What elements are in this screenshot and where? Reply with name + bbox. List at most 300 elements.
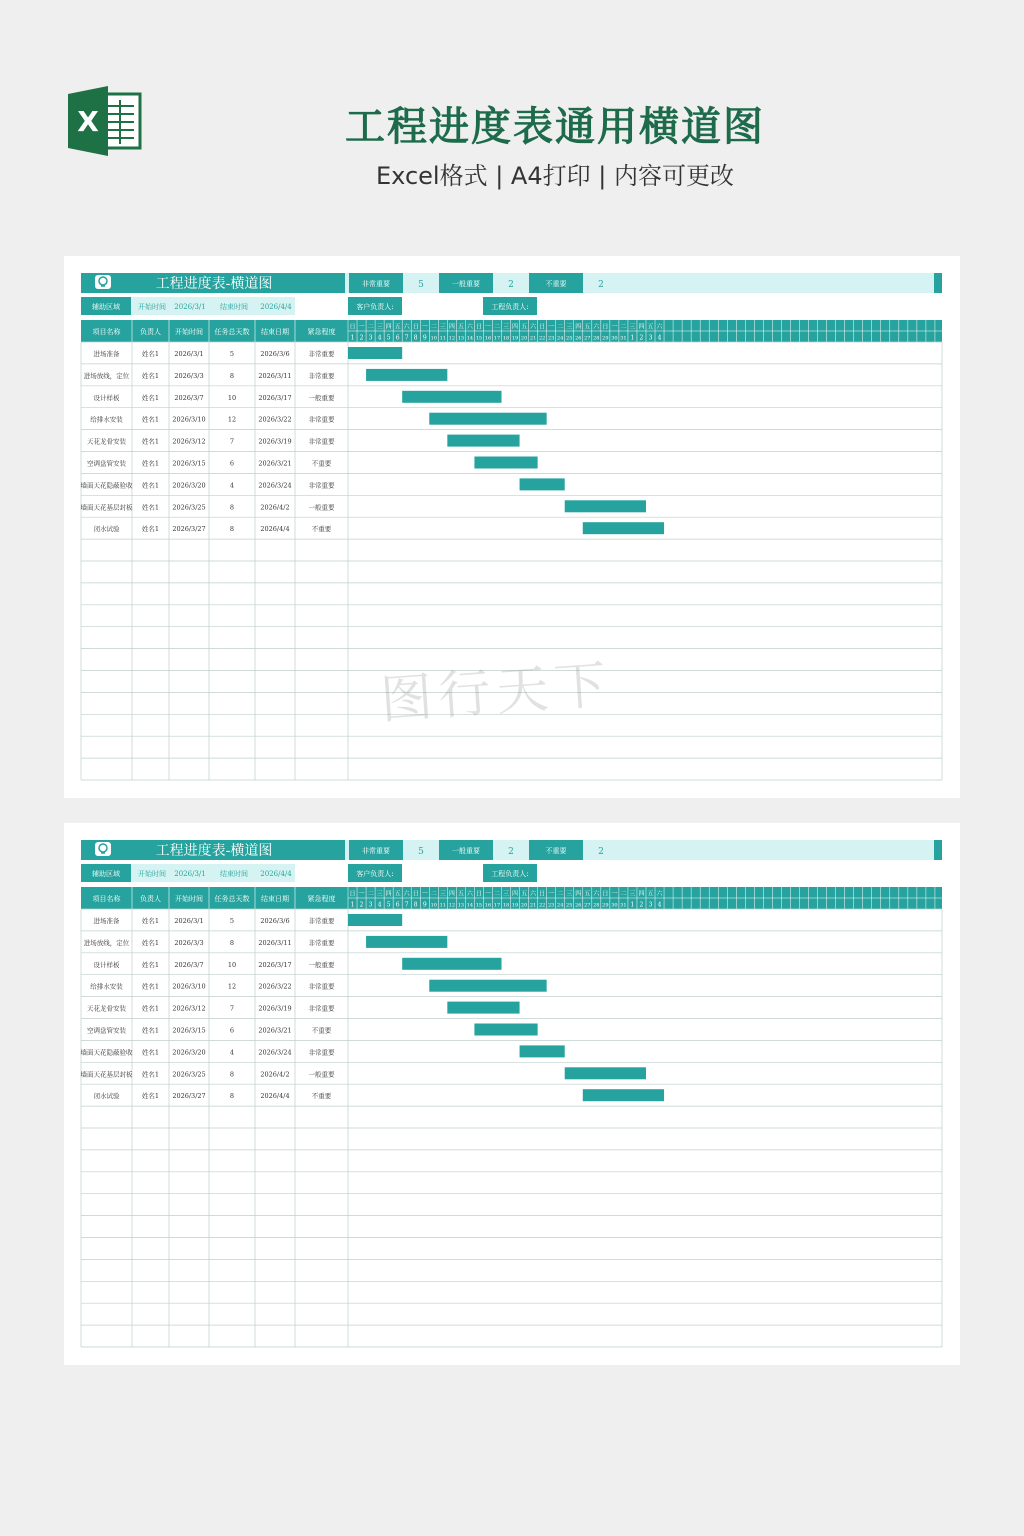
column-header: 紧急程度 [307, 895, 336, 903]
task-priority: 一般重要 [308, 960, 335, 969]
day-number: 12 [448, 902, 456, 909]
day-weekday: 二 [430, 890, 437, 898]
task-name: 闭水试验 [93, 525, 120, 534]
task-start: 2026/3/3 [174, 938, 204, 947]
day-weekday: 一 [358, 323, 365, 331]
column-header: 项目名称 [92, 895, 121, 903]
day-weekday: 二 [493, 323, 501, 331]
task-owner: 姓名1 [141, 960, 160, 969]
task-row[interactable] [87, 1002, 520, 1014]
task-name: 空调盘管安装 [87, 1026, 126, 1035]
day-number: 20 [520, 335, 528, 342]
day-number: 3 [648, 901, 653, 909]
task-name: 进场放线，定位 [83, 371, 130, 380]
gantt-bar [520, 478, 565, 490]
day-number: 8 [413, 334, 418, 342]
task-row[interactable] [81, 478, 565, 490]
excel-logo-icon [68, 86, 142, 156]
day-weekday: 三 [629, 323, 636, 331]
day-number: 4 [657, 334, 662, 342]
day-number: 21 [529, 902, 537, 909]
day-weekday: 二 [367, 890, 374, 898]
priority-summary-label: 一般重要 [452, 280, 480, 288]
priority-summary-count: 2 [598, 280, 604, 290]
task-start: 2026/3/1 [174, 917, 204, 925]
client-owner-label: 客户负责人: [356, 303, 394, 311]
task-days: 8 [229, 938, 235, 947]
day-number: 1 [630, 901, 635, 909]
task-end: 2026/4/2 [260, 1070, 290, 1079]
aux-field: 结束时间 [220, 870, 248, 878]
sheet-title: 工程进度表-横道图 [155, 276, 273, 292]
day-number: 1 [350, 901, 355, 909]
day-weekday: 一 [421, 323, 428, 331]
gantt-bar [474, 457, 537, 469]
task-row[interactable] [87, 1024, 538, 1036]
task-priority: 非常重要 [308, 415, 335, 424]
task-priority: 一般重要 [308, 1070, 335, 1079]
priority-summary-label: 不重要 [545, 847, 567, 855]
task-end: 2026/3/19 [258, 1004, 292, 1013]
day-number: 29 [602, 335, 609, 342]
day-weekday: 二 [367, 323, 374, 331]
day-weekday: 日 [412, 323, 419, 331]
task-days: 4 [229, 1048, 235, 1057]
task-row[interactable] [90, 980, 546, 992]
task-name: 给排水安装 [90, 415, 123, 424]
day-number: 31 [620, 902, 627, 909]
day-number: 27 [584, 335, 591, 342]
day-number: 15 [475, 902, 483, 909]
day-number: 30 [611, 335, 618, 342]
task-row[interactable] [87, 435, 520, 447]
day-number: 17 [493, 902, 501, 909]
task-priority: 不重要 [311, 525, 332, 534]
day-number: 18 [502, 335, 510, 342]
engineer-owner-label: 工程负责人: [491, 303, 529, 311]
day-number: 29 [602, 902, 609, 909]
task-name: 墙面天花基层封板 [80, 1070, 133, 1079]
task-owner: 姓名1 [141, 1092, 160, 1101]
aux-field: 开始时间 [138, 303, 166, 311]
task-row[interactable] [81, 1045, 565, 1057]
day-number: 30 [611, 902, 618, 909]
task-days: 6 [229, 459, 235, 468]
task-start: 2026/3/10 [172, 982, 206, 991]
task-priority: 一般重要 [308, 503, 335, 512]
task-name: 墙面天花基层封板 [80, 503, 133, 512]
day-number: 9 [422, 334, 427, 342]
task-end: 2026/4/2 [260, 503, 290, 512]
task-start: 2026/3/25 [172, 503, 206, 512]
day-number: 2 [639, 334, 644, 342]
day-weekday: 日 [475, 890, 482, 898]
day-number: 1 [350, 334, 355, 342]
column-header: 结束日期 [261, 895, 289, 903]
day-weekday: 一 [421, 890, 428, 898]
day-weekday: 六 [656, 890, 663, 898]
day-weekday: 日 [539, 323, 546, 331]
task-end: 2026/3/21 [258, 459, 292, 468]
task-name: 空调盘管安装 [87, 459, 126, 468]
day-weekday: 四 [575, 890, 582, 898]
aux-area-label: 辅助区域 [92, 870, 120, 878]
task-priority: 非常重要 [308, 350, 335, 358]
task-end: 2026/3/22 [258, 415, 292, 424]
task-priority: 不重要 [311, 459, 332, 468]
priority-summary-label: 非常重要 [362, 847, 390, 855]
aux-field: 开始时间 [138, 870, 166, 878]
day-weekday: 二 [493, 890, 501, 898]
task-name: 设计样板 [93, 393, 120, 402]
client-owner-label: 客户负责人: [356, 870, 394, 878]
gantt-bar [429, 413, 546, 425]
task-priority: 非常重要 [308, 1004, 335, 1013]
aux-field: 2026/4/4 [260, 870, 292, 878]
task-row[interactable] [94, 958, 502, 970]
task-priority: 非常重要 [308, 1048, 335, 1057]
day-weekday: 二 [620, 323, 627, 331]
gantt-bar [402, 958, 501, 970]
task-priority: 不重要 [311, 1026, 332, 1035]
day-weekday: 五 [457, 323, 464, 331]
day-weekday: 日 [412, 890, 419, 898]
task-owner: 姓名1 [141, 982, 160, 991]
task-priority: 不重要 [311, 1092, 332, 1101]
day-weekday: 日 [602, 890, 609, 898]
day-number: 19 [511, 335, 519, 342]
day-weekday: 日 [349, 890, 356, 898]
task-name: 进场准备 [93, 917, 120, 925]
promo-title: 工程进度表通用横道图 [345, 104, 765, 150]
column-header: 负责人 [140, 328, 161, 336]
task-start: 2026/3/15 [172, 459, 206, 468]
task-owner: 姓名1 [141, 415, 160, 424]
aux-field: 2026/3/1 [174, 303, 206, 311]
day-weekday: 四 [512, 890, 519, 898]
day-number: 2 [359, 334, 364, 342]
task-start: 2026/3/12 [172, 437, 206, 446]
day-number: 5 [386, 901, 391, 909]
task-days: 12 [227, 982, 237, 991]
task-start: 2026/3/27 [172, 1092, 206, 1101]
task-row[interactable] [84, 369, 448, 381]
sheet-title: 工程进度表-横道图 [155, 843, 273, 859]
day-weekday: 三 [439, 323, 446, 331]
day-weekday: 五 [647, 323, 654, 331]
task-owner: 姓名1 [141, 437, 160, 446]
day-weekday: 五 [457, 890, 464, 898]
day-number: 28 [593, 902, 600, 909]
gantt-bar [429, 980, 546, 992]
day-weekday: 四 [512, 323, 519, 331]
gantt-bar [520, 1045, 565, 1057]
task-row[interactable] [94, 1089, 665, 1101]
task-start: 2026/3/1 [174, 350, 204, 358]
task-row[interactable] [81, 500, 646, 512]
day-weekday: 日 [539, 890, 546, 898]
column-header: 开始时间 [175, 328, 203, 336]
column-header: 开始时间 [175, 895, 203, 903]
day-number: 15 [475, 335, 483, 342]
task-name: 设计样板 [93, 960, 120, 969]
task-name: 墙面天花隐蔽验收 [80, 481, 133, 490]
day-number: 10 [430, 335, 437, 342]
day-number: 6 [395, 901, 400, 909]
task-days: 8 [229, 371, 235, 380]
task-end: 2026/3/6 [260, 350, 290, 358]
day-number: 25 [566, 902, 573, 909]
task-owner: 姓名1 [141, 481, 160, 490]
task-name: 天花龙骨安装 [87, 1004, 126, 1013]
task-end: 2026/4/4 [260, 1092, 290, 1101]
task-days: 5 [229, 350, 235, 358]
task-owner: 姓名1 [141, 1004, 160, 1013]
day-number: 7 [404, 334, 409, 342]
task-name: 天花龙骨安装 [87, 437, 126, 446]
task-days: 10 [227, 960, 237, 969]
day-number: 2 [359, 901, 364, 909]
task-start: 2026/3/20 [172, 481, 206, 490]
task-start: 2026/3/3 [174, 371, 204, 380]
gantt-bar [565, 500, 646, 512]
gantt-bar [348, 347, 402, 359]
day-number: 10 [430, 902, 437, 909]
day-number: 7 [404, 901, 409, 909]
task-priority: 非常重要 [308, 982, 335, 991]
day-weekday: 三 [503, 890, 510, 898]
task-start: 2026/3/12 [172, 1004, 206, 1013]
column-header: 结束日期 [261, 328, 289, 336]
day-weekday: 一 [611, 323, 618, 331]
task-owner: 姓名1 [141, 525, 160, 534]
task-priority: 非常重要 [308, 371, 335, 380]
day-number: 25 [566, 335, 573, 342]
task-row[interactable] [94, 914, 403, 926]
task-row[interactable] [87, 457, 538, 469]
task-priority: 非常重要 [308, 917, 335, 925]
task-row[interactable] [94, 391, 502, 403]
day-weekday: 五 [584, 890, 591, 898]
task-owner: 姓名1 [141, 938, 160, 947]
day-number: 14 [466, 902, 474, 909]
day-weekday: 一 [484, 890, 491, 898]
priority-summary-count: 2 [508, 847, 514, 857]
day-weekday: 一 [611, 890, 618, 898]
day-number: 19 [511, 902, 519, 909]
priority-summary-count: 2 [508, 280, 514, 290]
day-weekday: 三 [376, 890, 383, 898]
task-owner: 姓名1 [141, 917, 160, 925]
priority-summary-count: 2 [598, 847, 604, 857]
day-weekday: 五 [521, 323, 528, 331]
day-number: 22 [538, 902, 546, 909]
task-end: 2026/3/17 [258, 393, 292, 402]
gantt-bar [366, 936, 447, 948]
task-end: 2026/4/4 [260, 525, 290, 534]
task-owner: 姓名1 [141, 393, 160, 402]
day-weekday: 二 [620, 890, 627, 898]
day-number: 4 [657, 901, 662, 909]
task-row[interactable] [81, 1067, 646, 1079]
day-weekday: 四 [385, 323, 392, 331]
day-weekday: 五 [584, 323, 591, 331]
day-weekday: 六 [530, 323, 537, 331]
day-weekday: 三 [629, 890, 636, 898]
day-number: 11 [439, 902, 447, 909]
day-number: 21 [529, 335, 537, 342]
task-start: 2026/3/27 [172, 525, 206, 534]
day-number: 20 [520, 902, 528, 909]
task-row[interactable] [90, 413, 546, 425]
day-number: 23 [547, 902, 555, 909]
day-number: 18 [502, 902, 510, 909]
day-number: 3 [368, 901, 373, 909]
task-owner: 姓名1 [141, 1070, 160, 1079]
day-number: 28 [593, 335, 600, 342]
day-number: 31 [620, 335, 627, 342]
gantt-bar [583, 522, 664, 534]
task-priority: 非常重要 [308, 938, 335, 947]
day-number: 13 [457, 335, 465, 342]
day-number: 4 [377, 334, 382, 342]
task-start: 2026/3/15 [172, 1026, 206, 1035]
task-priority: 非常重要 [308, 437, 335, 446]
day-number: 14 [466, 335, 474, 342]
day-weekday: 六 [593, 323, 600, 331]
day-weekday: 二 [430, 323, 437, 331]
column-header: 负责人 [140, 895, 161, 903]
aux-field: 2026/3/1 [174, 870, 206, 878]
day-weekday: 二 [557, 323, 564, 331]
column-header: 任务总天数 [214, 328, 250, 336]
promo-subtitle: Excel格式 | A4打印 | 内容可更改 [376, 162, 734, 190]
task-row[interactable] [94, 522, 665, 534]
day-weekday: 四 [638, 890, 645, 898]
day-weekday: 六 [656, 323, 663, 331]
task-priority: 一般重要 [308, 393, 335, 402]
gantt-bar [366, 369, 447, 381]
day-weekday: 四 [638, 323, 645, 331]
day-number: 27 [584, 902, 591, 909]
day-number: 4 [377, 901, 382, 909]
task-days: 8 [229, 1070, 235, 1079]
task-start: 2026/3/20 [172, 1048, 206, 1057]
day-number: 17 [493, 335, 501, 342]
day-number: 26 [575, 335, 582, 342]
day-number: 23 [547, 335, 555, 342]
task-owner: 姓名1 [141, 503, 160, 512]
day-weekday: 四 [385, 890, 392, 898]
task-days: 8 [229, 525, 235, 534]
day-weekday: 日 [349, 323, 356, 331]
task-owner: 姓名1 [141, 1026, 160, 1035]
day-weekday: 三 [566, 890, 573, 898]
day-weekday: 五 [394, 890, 401, 898]
day-number: 16 [484, 335, 492, 342]
task-days: 5 [229, 917, 235, 925]
day-weekday: 六 [466, 890, 473, 898]
lightbulb-icon [95, 842, 111, 856]
day-weekday: 六 [403, 890, 410, 898]
day-weekday: 一 [548, 323, 555, 331]
priority-summary-label: 非常重要 [362, 280, 390, 288]
gantt-bar [348, 914, 402, 926]
task-days: 4 [229, 481, 235, 490]
task-start: 2026/3/25 [172, 1070, 206, 1079]
gantt-bar [402, 391, 501, 403]
aux-field: 2026/4/4 [260, 303, 292, 311]
day-weekday: 二 [557, 890, 564, 898]
task-start: 2026/3/7 [174, 393, 204, 402]
day-number: 26 [575, 902, 582, 909]
day-number: 24 [557, 902, 564, 909]
day-number: 24 [557, 335, 564, 342]
day-weekday: 五 [394, 323, 401, 331]
task-end: 2026/3/21 [258, 1026, 292, 1035]
task-start: 2026/3/10 [172, 415, 206, 424]
day-weekday: 一 [484, 323, 491, 331]
aux-field: 结束时间 [220, 303, 248, 311]
gantt-sheet-preview-2 [64, 823, 960, 1365]
day-weekday: 四 [575, 323, 582, 331]
day-number: 5 [386, 334, 391, 342]
gantt-bar [474, 1024, 537, 1036]
priority-summary-label: 一般重要 [452, 847, 480, 855]
day-number: 8 [413, 901, 418, 909]
task-row[interactable] [94, 347, 403, 359]
day-number: 13 [457, 902, 465, 909]
day-weekday: 六 [466, 323, 473, 331]
task-days: 7 [229, 1004, 235, 1013]
task-name: 给排水安装 [90, 982, 123, 991]
task-end: 2026/3/19 [258, 437, 292, 446]
day-weekday: 四 [448, 890, 455, 898]
task-start: 2026/3/7 [174, 960, 204, 969]
day-weekday: 三 [439, 890, 446, 898]
day-weekday: 三 [503, 323, 510, 331]
day-number: 22 [538, 335, 546, 342]
gantt-bar [447, 435, 519, 447]
task-owner: 姓名1 [141, 459, 160, 468]
day-weekday: 六 [403, 323, 410, 331]
watermark: 图行天下 [378, 654, 615, 732]
task-days: 7 [229, 437, 235, 446]
day-number: 2 [639, 901, 644, 909]
task-days: 8 [229, 503, 235, 512]
day-number: 6 [395, 334, 400, 342]
task-name: 闭水试验 [93, 1092, 120, 1101]
day-weekday: 四 [448, 323, 455, 331]
column-header: 紧急程度 [307, 328, 336, 336]
day-weekday: 五 [521, 890, 528, 898]
gantt-bar [583, 1089, 664, 1101]
day-weekday: 三 [376, 323, 383, 331]
aux-area-label: 辅助区域 [92, 303, 120, 311]
task-name: 进场放线，定位 [83, 938, 130, 947]
day-weekday: 一 [548, 890, 555, 898]
task-days: 10 [227, 393, 237, 402]
task-owner: 姓名1 [141, 350, 160, 358]
task-end: 2026/3/11 [258, 371, 292, 380]
day-number: 3 [368, 334, 373, 342]
svg-text:X: X [77, 105, 99, 138]
task-row[interactable] [84, 936, 448, 948]
day-weekday: 六 [530, 890, 537, 898]
lightbulb-icon [95, 275, 111, 289]
task-end: 2026/3/6 [260, 917, 290, 925]
task-end: 2026/3/11 [258, 938, 292, 947]
